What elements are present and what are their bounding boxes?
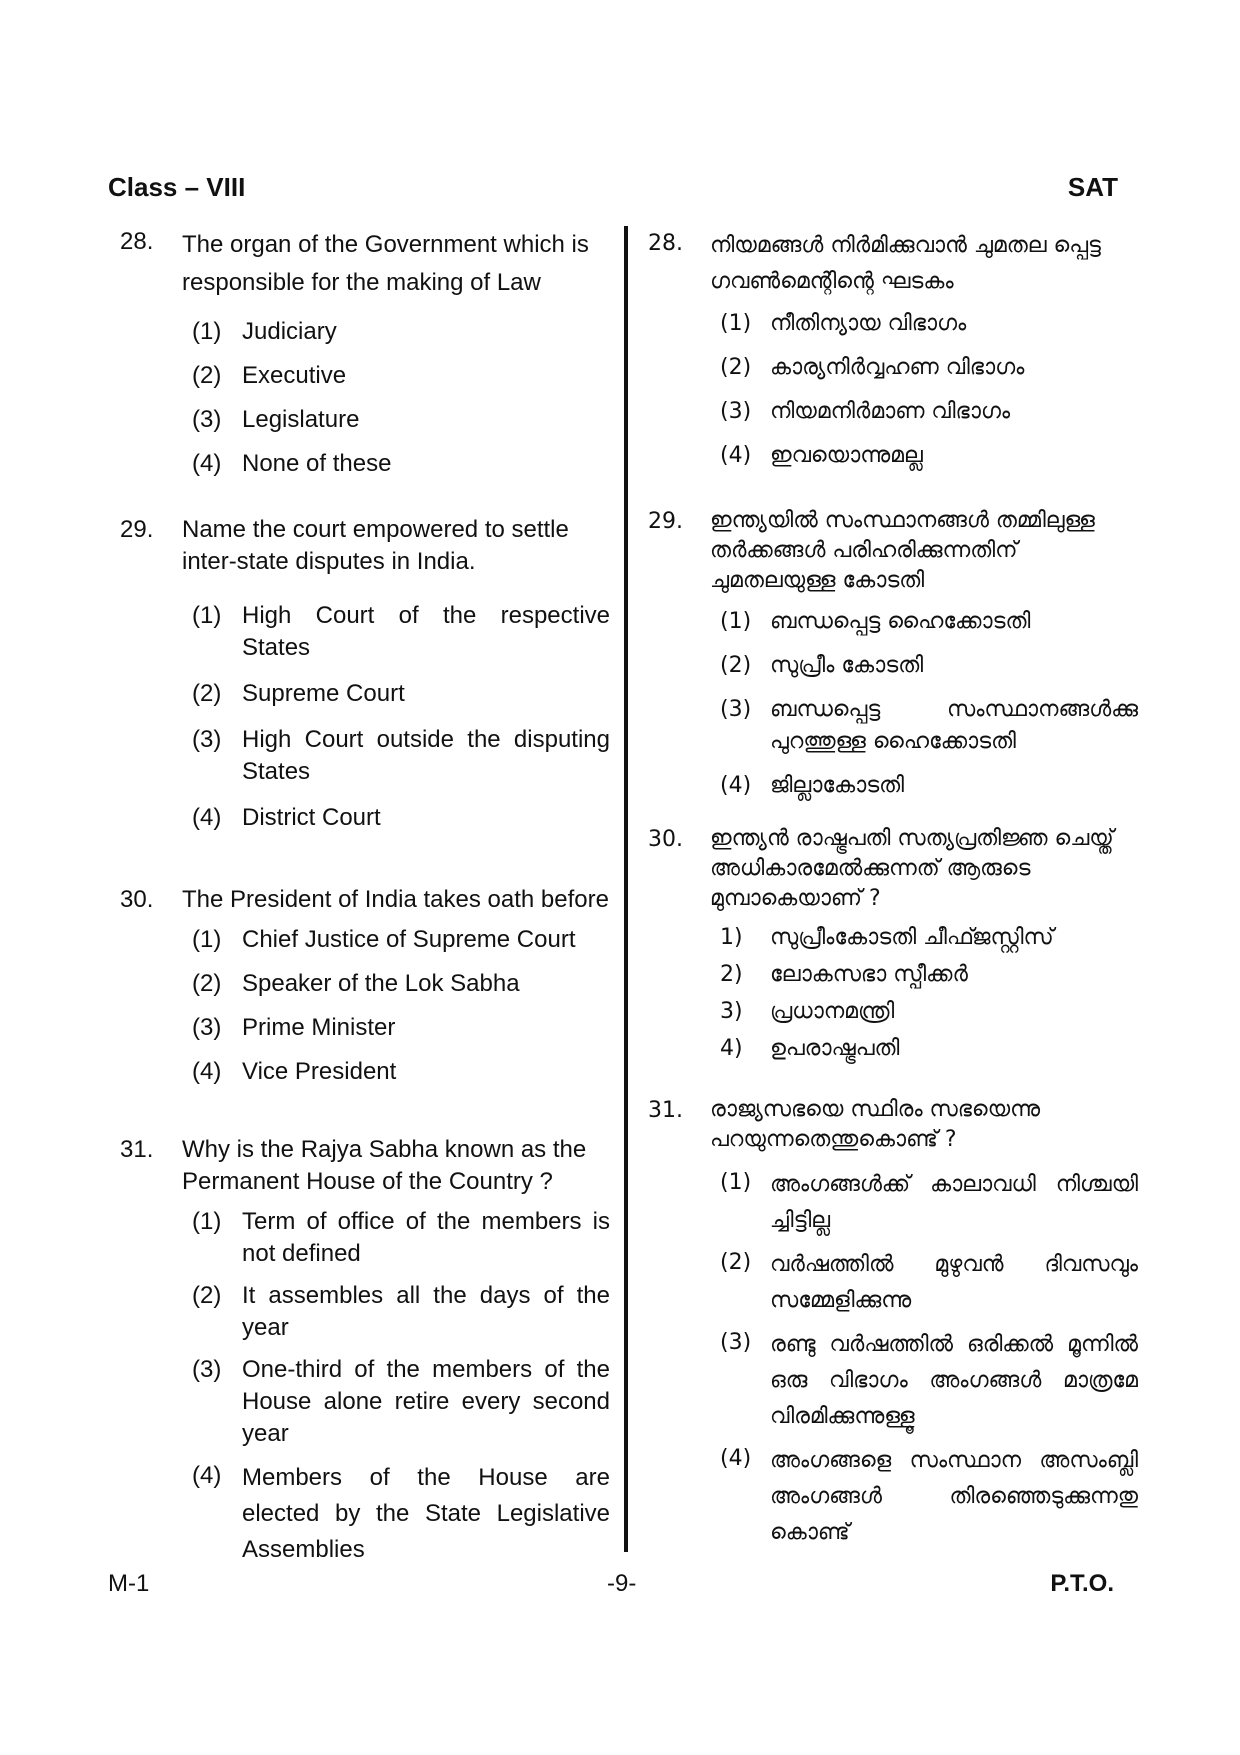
option [192,316,610,348]
option-text: ലോകസഭാ സ്പീക്കർ [770,962,968,987]
option-text: Members of the House are elected by the State Legislative Assemblies [242,1464,610,1563]
option [720,996,1138,1028]
question-number: 28. [120,228,154,255]
option-text: Legislature [242,406,360,433]
option [192,1280,610,1344]
option-number: 3) [720,999,743,1024]
option [192,1354,610,1450]
option-number: (1) [720,311,752,336]
question-number: 28. [648,231,683,256]
question-number: 29. [120,516,154,543]
option-number: (1) [192,318,222,345]
question-30-ml [648,824,1138,1065]
question-number: 31. [120,1136,154,1163]
option-number: (1) [192,926,222,953]
option-number: (3) [720,399,752,424]
english-column [120,226,610,1568]
option [720,1033,1138,1065]
question-28-en [120,226,610,480]
option-text: Chief Justice of Supreme Court [242,926,576,953]
option-number: (3) [192,726,222,753]
option-text: അംഗങ്ങൾക്ക് കാലാവധി നിശ്ചയി ച്ചിട്ടില്ല [770,1172,1138,1233]
option-text: അംഗങ്ങളെ സംസ്ഥാന അസംബ്ലി അംഗങ്ങൾ തിരഞ്ഞെടുക്കുന്നതു കൊണ്ട് [770,1448,1138,1545]
option-number: (1) [192,602,222,629]
option-text: സുപ്രീം കോടതി [770,653,924,678]
option-number: (1) [720,1170,752,1195]
option-number: 4) [720,1036,743,1061]
option [720,308,1138,340]
question-number: 31. [648,1098,683,1123]
option-number: (4) [192,1462,222,1489]
option [192,600,610,664]
option-number: (3) [720,697,752,722]
option-text: ഉപരാഷ്ട്രപതി [770,1036,900,1061]
option-text: Executive [242,362,347,389]
option-text: സുപ്രീംകോടതി ചീഫ്ജസ്റ്റിസ് [770,925,1054,950]
page-number: -9- [607,1570,637,1597]
option-number: (4) [192,450,222,477]
option-number: (3) [192,406,222,433]
option [192,448,610,480]
question-29-en [120,514,610,834]
option-text: High Court of the respective States [242,602,610,661]
question-text: Name the court empowered to settle inter-state disputes in India. [182,516,569,575]
option-text: District Court [242,804,381,831]
question-text: The President of India takes oath before [182,886,609,913]
option-number: (2) [192,362,222,389]
option-text: Speaker of the Lok Sabha [242,970,520,997]
column-divider [624,226,628,1552]
option [720,959,1138,991]
question-28-ml [648,228,1138,472]
question-text: ഇന്ത്യയിൽ സംസ്ഥാനങ്ങൾ തമ്മിലുള്ള തർക്കങ്ങൾ പരിഹരിക്കുന്നതിന് ചുമതലയുള്ള കോടതി [710,508,1095,593]
option [720,694,1138,758]
question-text: ഇന്ത്യൻ രാഷ്ട്രപതി സത്യപ്രതിജ്ഞ ചെയ്ത് അധികാരമേൽക്കുന്നത് ആരുടെ മുമ്പാകെയാണ് ? [710,826,1114,911]
option [720,352,1138,384]
option-number: (3) [720,1330,752,1355]
option [192,1012,610,1044]
option-text: Prime Minister [242,1014,396,1041]
exam-label: SAT [1067,172,1118,202]
option-text: പ്രധാനമന്ത്രി [770,999,895,1024]
option-number: (2) [192,680,222,707]
option-number: (2) [192,970,222,997]
option-number: (4) [720,1446,752,1471]
question-text: Why is the Rajya Sabha known as the Permanent House of the Country ? [182,1136,587,1195]
question-text: The organ of the Government which is responsible for the making of Law [182,231,589,296]
option-number: (3) [192,1014,222,1041]
option [192,404,610,436]
option-text: Judiciary [242,318,337,345]
option [192,678,610,710]
option [720,1167,1138,1239]
pto-label: P.T.O. [1050,1570,1114,1597]
option [192,802,610,834]
option-number: (4) [192,804,222,831]
question-31-en [120,1134,610,1568]
option-text: High Court outside the disputing States [242,726,610,785]
question-31-ml [648,1095,1138,1551]
question-text: നിയമങ്ങൾ നിർമിക്കുവാൻ ചുമതല പ്പെട്ട ഗവൺമെന്റിന്റെ ഘടകം [710,233,1101,294]
option-number: (2) [720,355,752,380]
option-text: വർഷത്തിൽ മുഴുവൻ ദിവസവും സമ്മേളിക്കുന്നു [770,1252,1138,1313]
question-29-ml [648,506,1138,802]
option [192,724,610,788]
option-number: (4) [720,443,752,468]
option-number: (2) [720,653,752,678]
option-number: (1) [192,1208,222,1235]
class-label: Class – VIII [108,172,246,202]
question-number: 30. [648,827,683,852]
option-number: 2) [720,962,743,987]
option-text: ഇവയൊന്നുമല്ല [770,443,923,468]
option-text: നിയമനിർമാണ വിഭാഗം [770,399,1011,424]
option-number: (4) [192,1058,222,1085]
option-text: None of these [242,450,392,477]
option [720,650,1138,682]
option-text: ബന്ധപ്പെട്ട ഹൈക്കോടതി [770,609,1031,634]
option [192,924,610,956]
question-text: രാജ്യസഭയെ സ്ഥിരം സഭയെന്നു പറയുന്നതെന്തുകൊണ്ട് ? [710,1097,1041,1152]
option [720,440,1138,472]
option-text: Vice President [242,1058,397,1085]
option [192,1206,610,1270]
option-number: (4) [720,773,752,798]
option-text: ജില്ലാകോടതി [770,773,905,798]
option-number: (2) [720,1250,752,1275]
option-text: രണ്ടു വർഷത്തിൽ ഒരിക്കൽ മൂന്നിൽ ഒരു വിഭാഗം അംഗങ്ങൾ മാത്രമേ വിരമിക്കുന്നുള്ളൂ [770,1332,1138,1429]
option-text: Term of office of the members is not defined [242,1208,610,1267]
option-text: കാര്യനിർവ്വഹണ വിഭാഗം [770,355,1025,380]
option [720,1443,1138,1551]
question-number: 29. [648,509,683,534]
question-number: 30. [120,886,154,913]
option [720,396,1138,428]
option-text: നീതിന്യായ വിഭാഗം [770,311,967,336]
option-number: 1) [720,925,743,950]
booklet-code: M-1 [108,1570,150,1597]
option [720,1327,1138,1435]
option [720,922,1138,954]
option-number: (1) [720,609,752,634]
option-text: It assembles all the days of the year [242,1282,610,1341]
option-text: One-third of the members of the House alone retire every second year [242,1356,610,1447]
option [192,1056,610,1088]
malayalam-column [648,226,1138,1551]
option-number: (3) [192,1356,222,1383]
option [720,1247,1138,1319]
option-text: Supreme Court [242,680,405,707]
option [192,360,610,392]
option-text: ബന്ധപ്പെട്ട സംസ്ഥാനങ്ങൾക്കു പുറത്തുള്ള ഹൈക്കോടതി [770,697,1138,754]
option [720,606,1138,638]
option-number: (2) [192,1282,222,1309]
option [192,968,610,1000]
question-30-en [120,884,610,1088]
option [720,770,1138,802]
option [192,1460,610,1568]
